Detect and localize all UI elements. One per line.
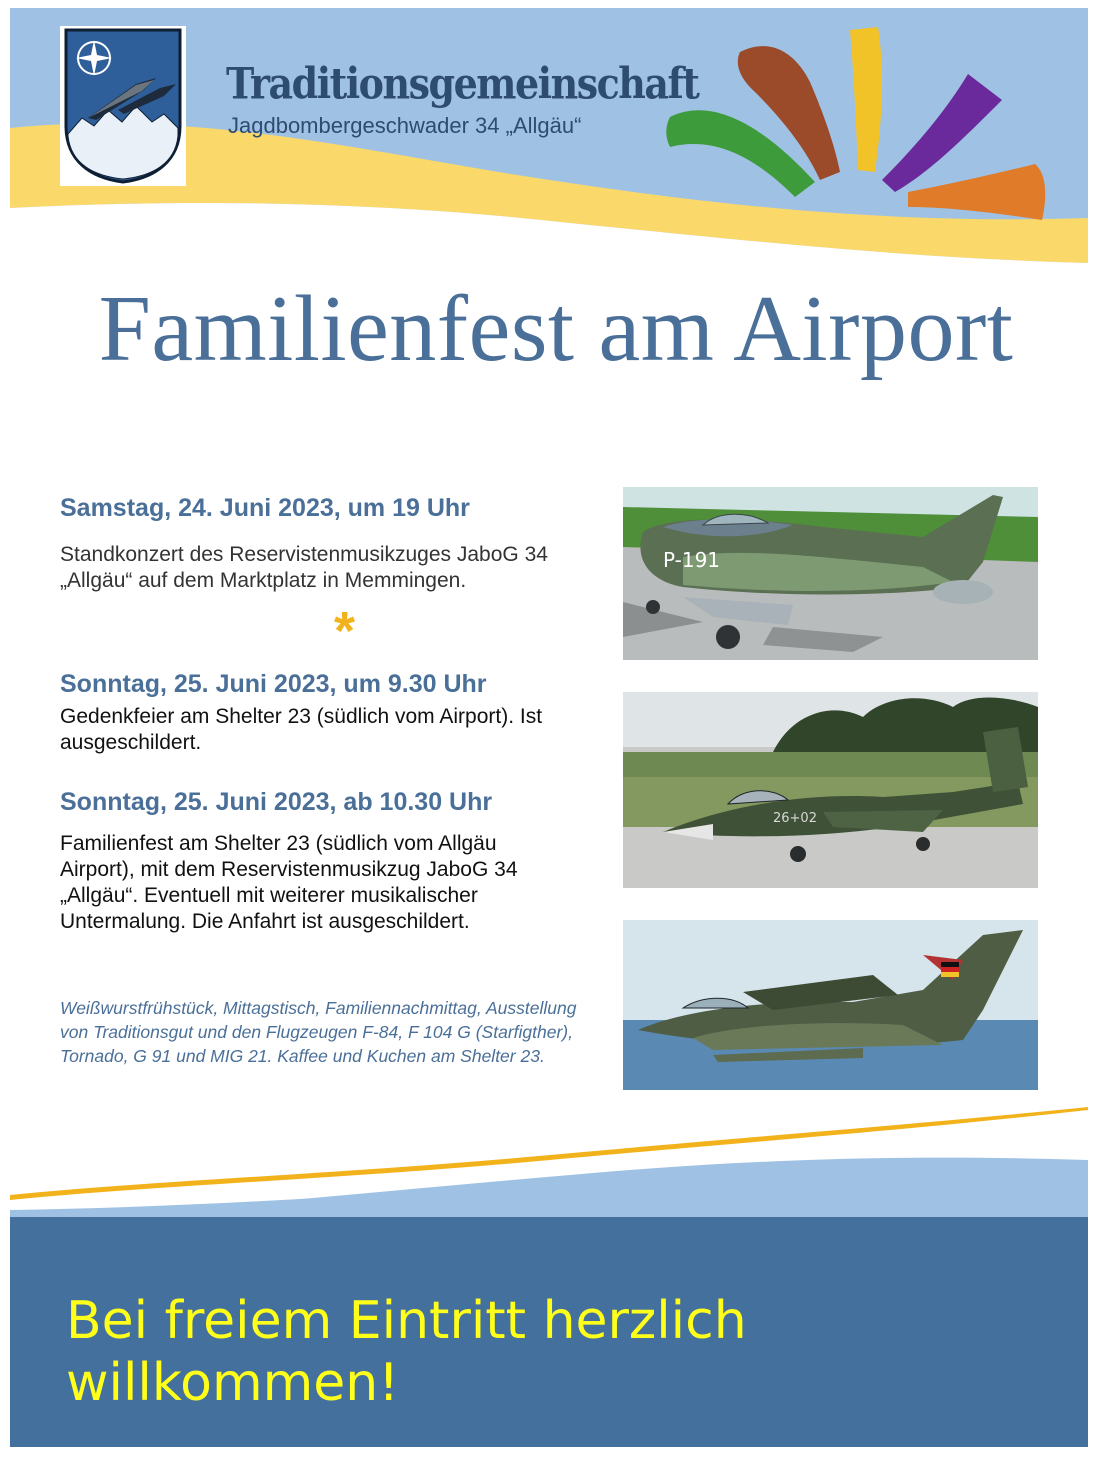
squadron-crest-icon bbox=[60, 26, 186, 186]
sun-ray-2 bbox=[850, 27, 882, 172]
sun-ray-3 bbox=[882, 74, 1002, 192]
asterisk-decoration: * bbox=[334, 601, 356, 661]
organization-unit: Jagdbombergeschwader 34 „Allgäu“ bbox=[228, 113, 582, 138]
event-text-sunday-memorial: Gedenkfeier am Shelter 23 (südlich vom Airport). Ist ausgeschildert. bbox=[60, 705, 543, 754]
tornado-jet-photo bbox=[623, 920, 1038, 1090]
event-text-sunday-festival: Familienfest am Shelter 23 (südlich vom Allgäu Airport), mit dem Reservistenmusikzug JaboG 34 „Allgäu“. Eventuell mit weiterer musikalischer Untermalung. Die Anfahrt ist ausgeschildert. bbox=[60, 832, 518, 933]
event-text-saturday: Standkonzert des Reservistenmusikzuges JaboG 34 „Allgäu“ auf dem Marktplatz in Memmingen. bbox=[60, 543, 548, 592]
event-heading-saturday: Samstag, 24. Juni 2023, um 19 Uhr bbox=[60, 494, 470, 522]
f104-marking: 26+02 bbox=[773, 811, 817, 826]
page-title: Familienfest am Airport bbox=[98, 277, 1014, 381]
sun-rays-decoration bbox=[630, 22, 1060, 232]
organization-name: Traditionsgemeinschaft bbox=[226, 58, 699, 109]
f84-jet-photo bbox=[623, 487, 1038, 660]
sun-ray-4 bbox=[908, 164, 1045, 220]
f84-marking: P-191 bbox=[663, 548, 721, 572]
extra-info-text: Weißwurstfrühstück, Mittagstisch, Familiennachmittag, Ausstellung von Traditionsgut und den Flugzeugen F-84, F 104 G (Starfigther), Tornado, G 91 und MIG 21. Kaffee und Kuchen am Shelter 23. bbox=[60, 998, 577, 1066]
event-heading-sunday-festival: Sonntag, 25. Juni 2023, ab 10.30 Uhr bbox=[60, 788, 493, 816]
welcome-message: Bei freiem Eintritt herzlich willkommen! bbox=[66, 1291, 747, 1413]
event-heading-sunday-memorial: Sonntag, 25. Juni 2023, um 9.30 Uhr bbox=[60, 670, 487, 698]
f104-starfighter-photo bbox=[623, 692, 1038, 888]
